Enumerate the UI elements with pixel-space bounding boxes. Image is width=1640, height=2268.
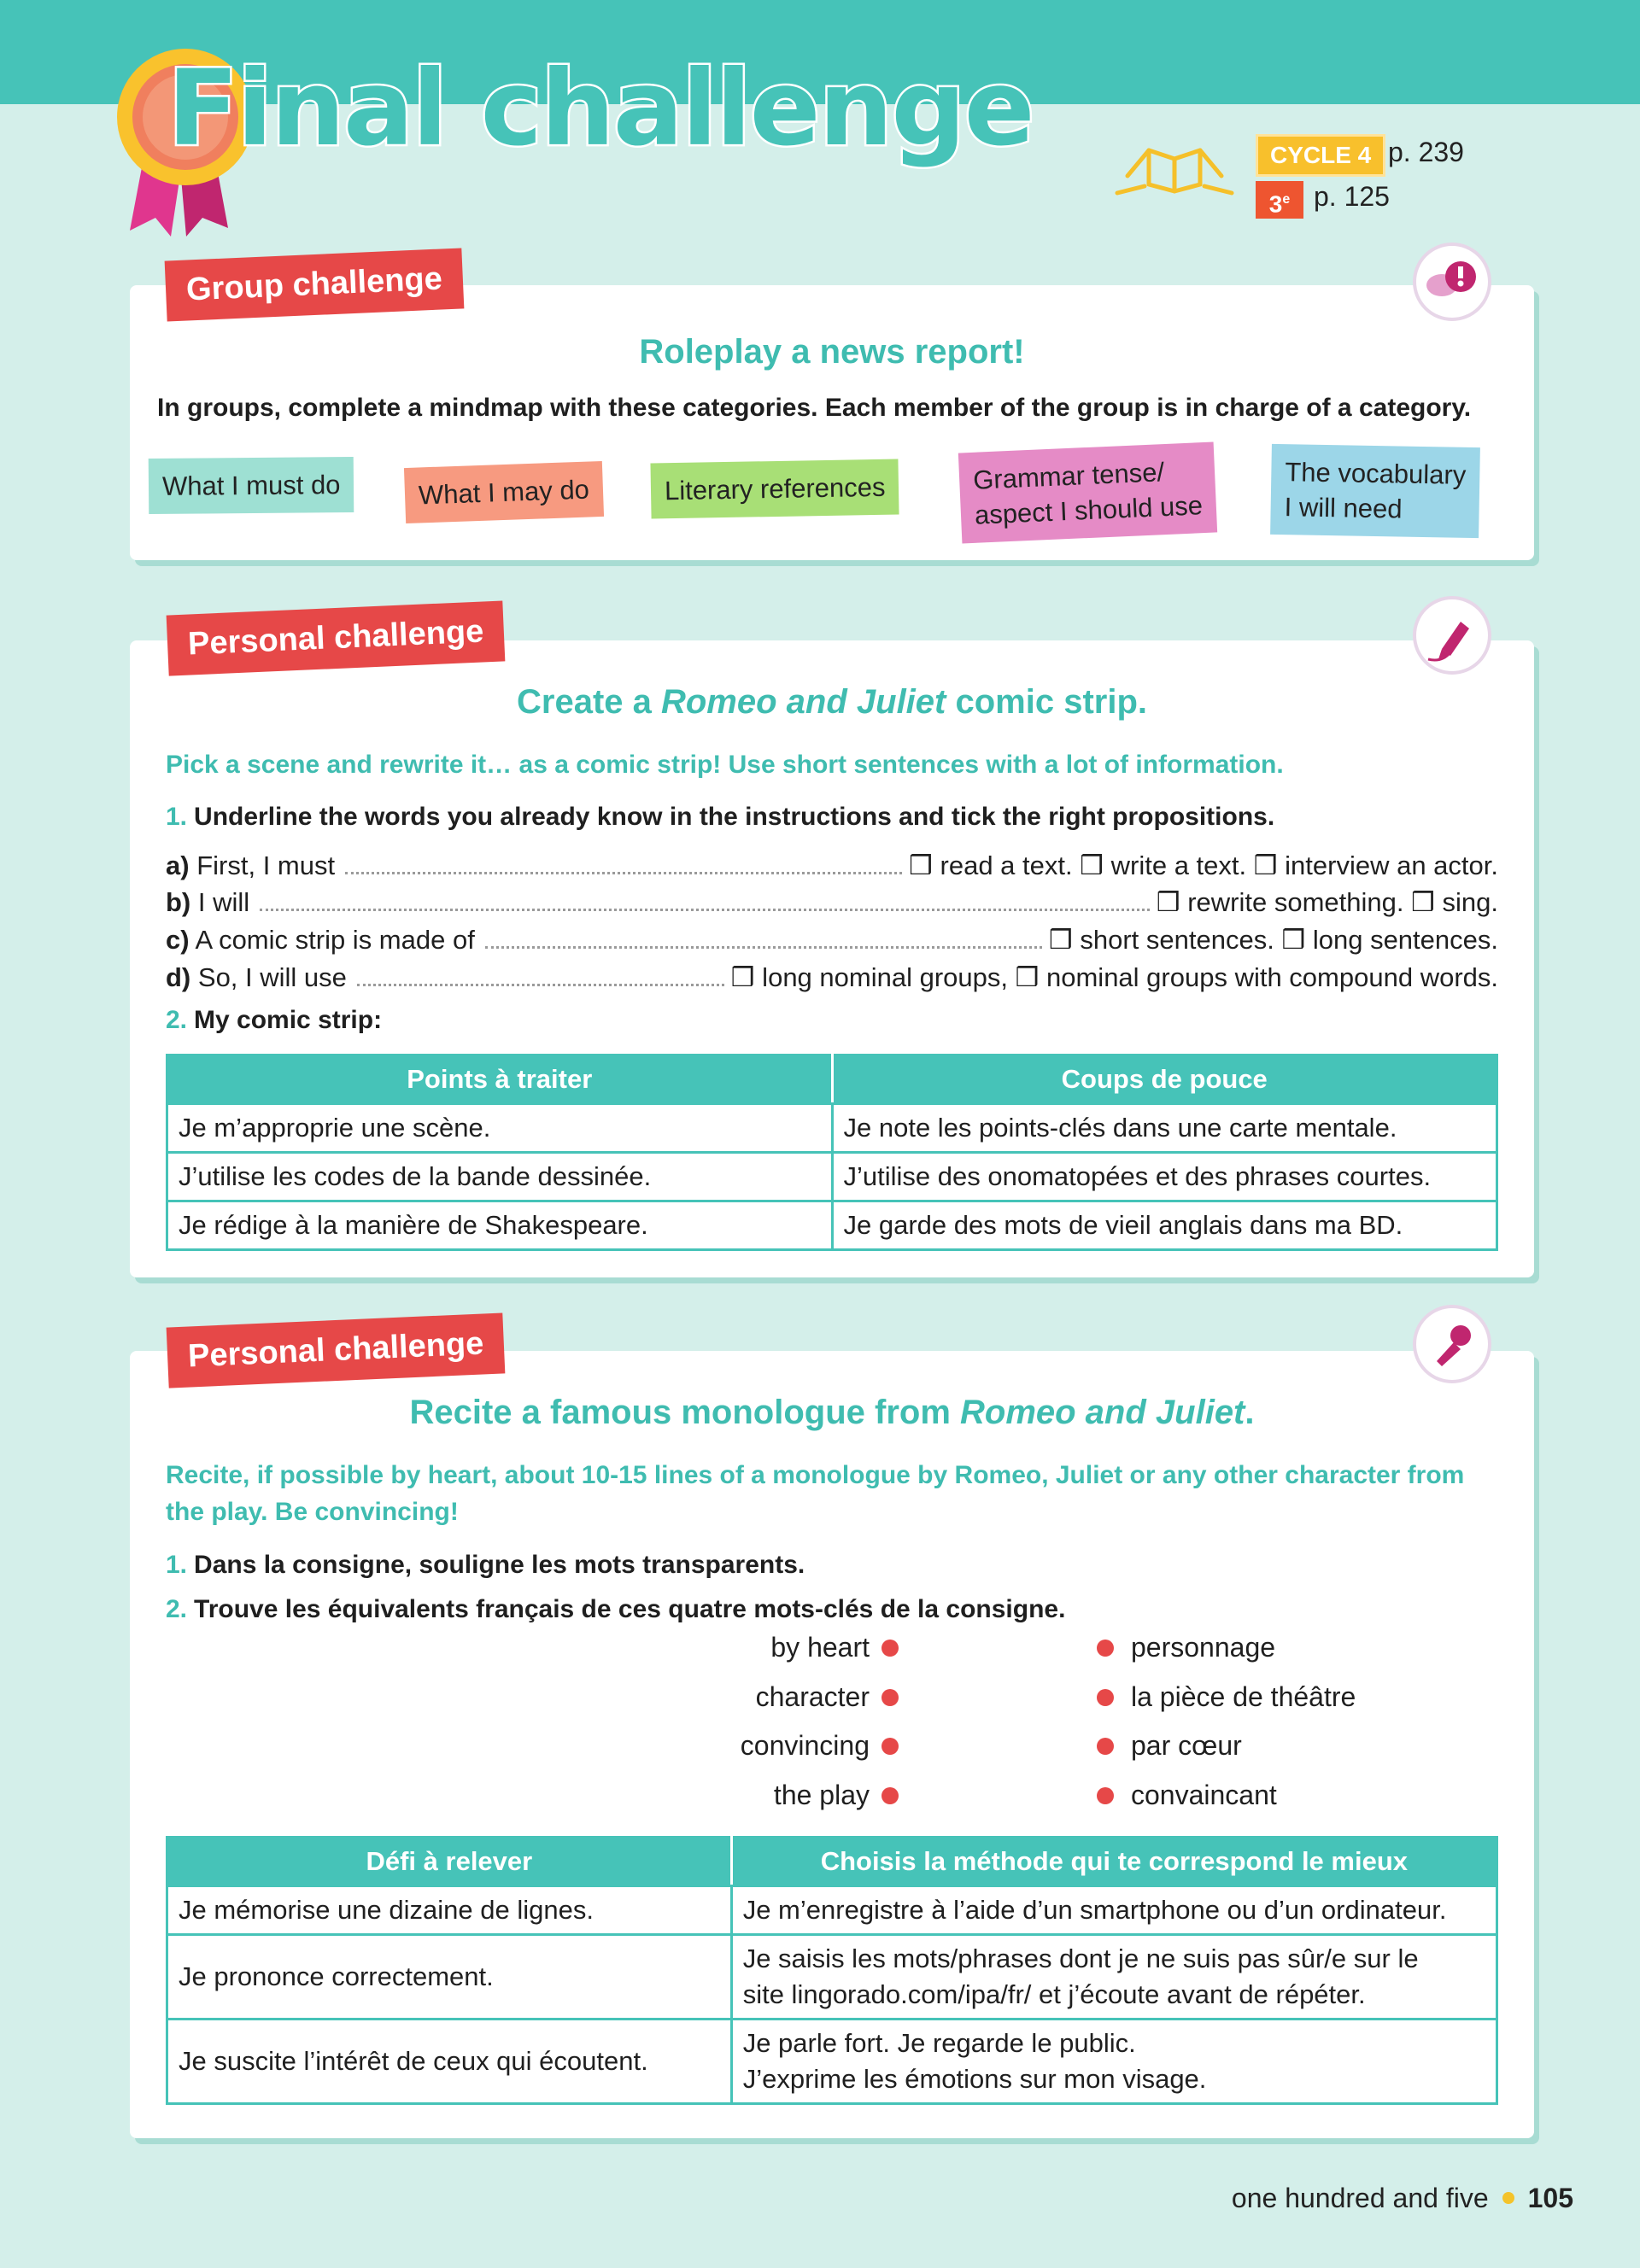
category-chip: The vocabulary I will need (1270, 444, 1480, 538)
table-cell: Je parle fort. Je regarde le public. J’exprime les émotions sur mon visage. (731, 2020, 1496, 2104)
match-right-item[interactable]: personnage (1097, 1626, 1438, 1669)
answer-line (345, 872, 902, 874)
match-dot[interactable] (1097, 1787, 1114, 1804)
proposition-row-d: d) So, I will use ❒ long nominal groups, ❒ nominal groups with compound words. (166, 959, 1498, 997)
category-chip: Literary references (650, 459, 899, 518)
monologue-challenge-title: Recite a famous monologue from Romeo and Juliet. (409, 1394, 1255, 1431)
match-dot[interactable] (882, 1787, 899, 1804)
proposition-row-b: b) I will ❒ rewrite something. ❒ sing. (166, 884, 1498, 921)
page-number: 105 (1527, 2183, 1573, 2213)
group-challenge-title: Roleplay a news report! (639, 333, 1025, 371)
table-header: Coups de pouce (832, 1055, 1497, 1104)
group-card-icon (1413, 243, 1491, 321)
match-left-item[interactable]: character (557, 1675, 899, 1718)
tick-options[interactable]: ❒ read a text. ❒ write a text. ❒ interview an actor. (909, 850, 1498, 880)
monologue-instruction: Recite, if possible by heart, about 10-15 lines of a monologue by Romeo, Juliet or any other character from the play. Be convincing! (166, 1461, 1465, 1526)
table-row (167, 1153, 1497, 1201)
tick-options[interactable]: ❒ long nominal groups, ❒ nominal groups with compound words. (730, 962, 1498, 992)
comic-challenge-title: Create a Romeo and Juliet comic strip. (517, 683, 1147, 721)
table-cell: Je prononce correctement. (167, 1935, 732, 2020)
answer-line (485, 946, 1042, 949)
monologue-table (166, 1836, 1498, 2105)
comic-table (166, 1054, 1498, 1251)
table-row (167, 1201, 1497, 1250)
answer-line (357, 984, 724, 986)
match-dot[interactable] (1097, 1738, 1114, 1755)
comic-challenge-card (130, 613, 1534, 1277)
match-dot[interactable] (882, 1689, 899, 1706)
microphone-icon (1416, 1308, 1488, 1380)
match-left-item[interactable]: by heart (557, 1626, 899, 1669)
table-cell: Je mémorise une dizaine de lignes. (167, 1886, 732, 1935)
page-references (1110, 128, 1503, 222)
comic-challenge-label: Personal challenge (167, 600, 506, 675)
group-challenge-card (130, 260, 1534, 560)
table-cell: Je note les points-clés dans une carte mentale. (832, 1104, 1497, 1153)
open-book-icon (1110, 133, 1239, 202)
pen-icon (1416, 599, 1488, 671)
match-right-item[interactable]: convaincant (1097, 1774, 1438, 1816)
match-dot[interactable] (1097, 1640, 1114, 1657)
table-row (167, 2020, 1497, 2104)
monologue-challenge-card (130, 1325, 1534, 2138)
table-cell: Je rédige à la manière de Shakespeare. (167, 1201, 833, 1250)
comic-question-2: 2. My comic strip: (166, 1006, 383, 1034)
match-dot[interactable] (1097, 1689, 1114, 1706)
match-left-item[interactable]: convincing (557, 1724, 899, 1767)
match-left-item[interactable]: the play (557, 1774, 899, 1816)
table-cell: Je garde des mots de vieil anglais dans ma BD. (832, 1201, 1497, 1250)
page-footer: one hundred and five 105 (1231, 2183, 1573, 2213)
monologue-question-2: 2. Trouve les équivalents français de ces quatre mots-clés de la consigne. (166, 1595, 1066, 1623)
page-title: Final challenge (167, 48, 1034, 169)
table-row (167, 1104, 1497, 1153)
group-challenge-label: Group challenge (165, 248, 465, 321)
monologue-card-icon (1413, 1305, 1491, 1383)
proposition-row-c: c) A comic strip is made of ❒ short sentences. ❒ long sentences. (166, 921, 1498, 959)
footer-dot-icon (1502, 2192, 1514, 2204)
monologue-challenge-label: Personal challenge (167, 1312, 506, 1388)
answer-line (260, 909, 1150, 911)
category-chip: What I may do (404, 461, 604, 523)
tick-options[interactable]: ❒ short sentences. ❒ long sentences. (1048, 925, 1498, 955)
category-chip: What I must do (149, 457, 354, 514)
table-cell: J’utilise des onomatopées et des phrases courtes. (832, 1153, 1497, 1201)
category-chip: Grammar tense/ aspect I should use (958, 442, 1217, 544)
group-instruction: In groups, complete a mindmap with these categories. Each member of the group is in charge of a category. (157, 394, 1472, 422)
comic-question-1: 1. Underline the words you already know in the instructions and tick the right propositions. (166, 803, 1275, 831)
table-cell: Je m’approprie une scène. (167, 1104, 833, 1153)
table-cell: Je suscite l’intérêt de ceux qui écoutent. (167, 2020, 732, 2104)
comic-instruction: Pick a scene and rewrite it… as a comic strip! Use short sentences with a lot of information. (166, 751, 1284, 779)
speech-bubble-alert-icon (1416, 246, 1488, 318)
table-header: Défi à relever (167, 1838, 732, 1886)
tick-options[interactable]: ❒ rewrite something. ❒ sing. (1156, 887, 1498, 917)
cycle-page-ref: p. 239 (1388, 137, 1464, 167)
table-cell: J’utilise les codes de la bande dessinée. (167, 1153, 833, 1201)
table-header: Points à traiter (167, 1055, 833, 1104)
table-cell: Je m’enregistre à l’aide d’un smartphone ou d’un ordinateur. (731, 1886, 1496, 1935)
monologue-question-1: 1. Dans la consigne, souligne les mots transparents. (166, 1551, 805, 1579)
table-row (167, 1935, 1497, 2020)
match-dot[interactable] (882, 1640, 899, 1657)
cycle-tag: CYCLE 4 (1256, 134, 1385, 177)
third-page-ref: p. 125 (1314, 181, 1390, 212)
match-right-item[interactable]: la pièce de théâtre (1097, 1675, 1438, 1718)
table-header: Choisis la méthode qui te correspond le mieux (731, 1838, 1496, 1886)
match-right-item[interactable]: par cœur (1097, 1724, 1438, 1767)
third-grade-tag: 3e (1256, 181, 1303, 219)
comic-card-icon (1413, 596, 1491, 675)
proposition-row-a: a) First, I must ❒ read a text. ❒ write a text. ❒ interview an actor. (166, 847, 1498, 885)
table-row (167, 1886, 1497, 1935)
table-cell: Je saisis les mots/phrases dont je ne suis pas sûr/e sur le site lingorado.com/ipa/fr/ et j’écoute avant de répéter. (731, 1935, 1496, 2020)
match-dot[interactable] (882, 1738, 899, 1755)
